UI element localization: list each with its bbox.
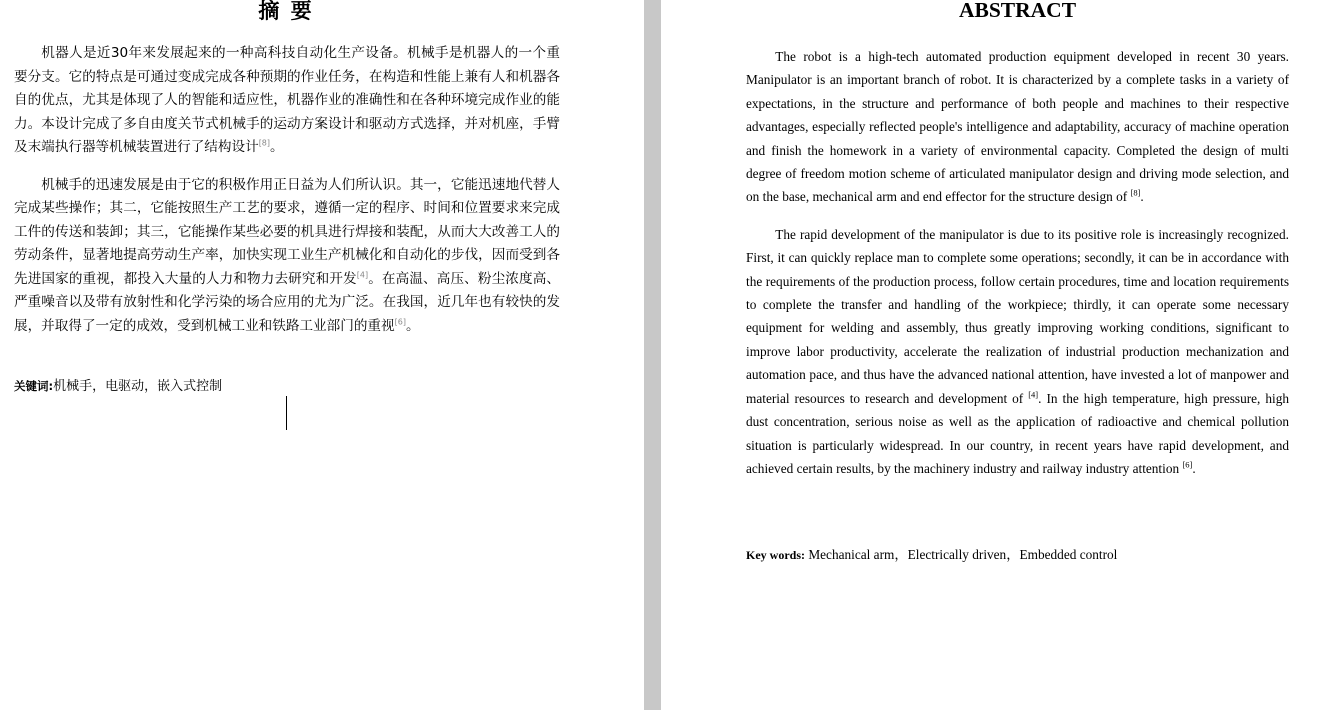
- en-keywords: [746, 545, 1117, 565]
- en-citation-8[interactable]: [8]: [1130, 188, 1141, 199]
- en-citation-6[interactable]: [6]: [1182, 459, 1193, 470]
- chinese-page[interactable]: [0, 0, 644, 710]
- cn-paragraph-2: [14, 174, 560, 339]
- text-cursor: [286, 396, 287, 430]
- cn-paragraph-2-text-a: 机械手的迅速发展是由于它的积极作用正日益为人们所认识。其一，它能迅速地代替人完成某些操作；其二，它能按照生产工艺的要求，遵循一定的程序、时间和位置要求来完成工件的传送和装卸；其三，它能操作某些必要的机具进行焊接和装配，从而大大改善工人的劳动条件，显著地提高劳动生产率，加快实现工业生产机械化和自动化的步伐，因而受到各先进国家的重视，都投入大量的人力和物力去研究和开发: [14, 176, 560, 287]
- en-paragraph-1-text: The robot is a high-tech automated production equipment developed in recent 30 years. Manipulator is an important branch of robot. It is characterized by a complete tasks in a variety of expectations, in the structure and performance of both people and machines to their respective advantages, especially reflected people's intelligence and adaptability, accuracy of machine operation and finish the homework in a variety of environmental capacity. Completed the design of multi degree of freedom motion scheme of articulated manipulator design and driving mode selection, and on the base, mechanical arm and end effector for the structure design of: [746, 49, 1289, 205]
- en-paragraph-2-text-b: . In the high temperature, high pressure, high dust concentration, serious noise as well as the application of radioactive and chemical pollution situation is particularly widespread. In our country, in recent years have rapid development, and achieved certain results, by the machinery industry and railway industry attention: [746, 390, 1290, 476]
- en-paragraph-2-text-a: The rapid development of the manipulator is due to its positive role is increasingly recognized. First, it can quickly replace man to complete some operations; secondly, it can be in accordance with the requirements of the production process, follow certain procedures, time and location requirements to complete the transfer and handling of the workpiece; thirdly, it can operate some necessary equipment for welding and assembly, thus greatly improving working conditions, significant to improve labor productivity, accelerate the realization of industrial production mechanization and automation pace, and thus have the advanced national attention, have invested a lot of manpower and material resources to research and development of: [746, 226, 1289, 406]
- cn-paragraph-1-text: 机器人是近30年来发展起来的一种高科技自动化生产设备。机械手是机器人的一个重要分支。它的特点是可通过变成完成各种预期的作业任务，在构造和性能上兼有人和机器各自的优点，尤其是体现了人的智能和适应性，机器作业的准确性和在各种环境完成作业的能力。本设计完成了多自由度关节式机械手的运动方案设计和驱动方式选择，并对机座，手臂及末端执行器等机械装置进行了结构设计: [14, 45, 560, 155]
- cn-keywords-label: 关键词:: [14, 379, 54, 393]
- cn-citation-8[interactable]: [8]: [258, 138, 271, 148]
- cn-paragraph-1: [14, 42, 560, 160]
- cn-abstract-body: [14, 42, 560, 352]
- en-citation-4[interactable]: [4]: [1028, 389, 1039, 400]
- page-gutter: [644, 0, 661, 710]
- en-paragraph-2-end: .: [1192, 460, 1196, 476]
- cn-citation-4[interactable]: [4]: [356, 269, 369, 279]
- en-keywords-label: Key words:: [746, 548, 805, 562]
- cn-citation-6[interactable]: [6]: [394, 316, 406, 326]
- cn-keywords-value: 机械手，电驱动，嵌入式控制: [53, 379, 223, 394]
- en-abstract-body: [746, 45, 1289, 494]
- cn-paragraph-2-end: 。: [405, 317, 420, 334]
- cn-paragraph-2-text-b: 。在高温、高压、粉尘浓度高、严重噪音以及带有放射性和化学污染的场合应用的尤为广泛。在我国，近几年也有较快的发展，并取得了一定的成效，受到机械工业和铁路工业部门的重视: [14, 270, 561, 334]
- cn-paragraph-1-end: 。: [270, 139, 284, 155]
- en-abstract-title: ABSTRACT: [958, 0, 1077, 22]
- cn-abstract-title: 摘 要: [258, 0, 314, 23]
- en-paragraph-1: [746, 45, 1289, 209]
- en-paragraph-1-end: .: [1140, 189, 1144, 205]
- en-paragraph-2: [746, 223, 1289, 480]
- cn-keywords: [14, 376, 222, 397]
- en-keywords-value: Mechanical arm，Electrically driven，Embedded control: [808, 547, 1118, 562]
